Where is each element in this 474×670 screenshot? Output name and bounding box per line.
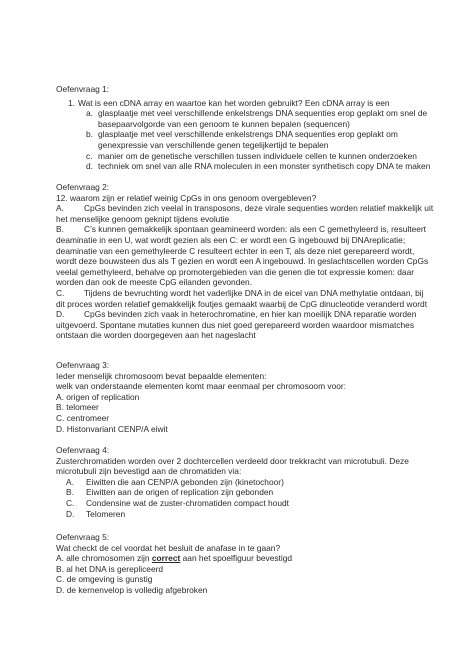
question-4-heading: Oefenvraag 4: [56, 445, 110, 455]
question-1-question: Wat is een cDNA array en waartoe kan het worden gebruikt? Een cDNA array is een [78, 97, 390, 108]
option-text: A. alle chromosomen zijn [56, 553, 152, 564]
option-letter: A. [66, 476, 74, 487]
option-text: manier om de genetische verschillen tussen individuele cellen te kunnen onderzoeken [98, 150, 417, 161]
question-4-option-a [56, 477, 426, 488]
question-4-option-b [56, 487, 426, 498]
option-text: het menselijke genoom geknipt tijdens evolutie [56, 213, 230, 224]
question-2-option-d [56, 309, 426, 341]
option-letter: a. [86, 108, 93, 119]
option-text: basepaarvolgorde van een genoom te kunnen bepalen (sequencen) [98, 118, 350, 129]
option-text: deaminatie in een U, wat wordt gezien als een C: er wordt een G ingebouwd bij DNAreplicatie; [56, 234, 406, 245]
option-text: C’s kunnen gemakkelijk spontaan geamineerd worden: als een C gemethyleerd is, resulteert [84, 224, 427, 235]
option-letter: C. [56, 287, 65, 298]
question-1-option-d [56, 161, 431, 172]
question-3 [56, 360, 426, 434]
option-letter: B. [56, 224, 64, 235]
question-5-heading: Oefenvraag 5: [56, 532, 110, 542]
question-3-heading: Oefenvraag 3: [56, 360, 110, 370]
option-text: ontstaan die worden doorgegeven aan het nageslacht [56, 330, 256, 341]
question-1-text [56, 98, 426, 109]
option-text: dit proces worden relatief gemakkelijk foutjes gemaakt waarbij de CpG dinucleotide veranderd wordt [56, 298, 428, 309]
question-3-option-c: C. centromeer [56, 412, 110, 423]
question-4 [56, 445, 426, 519]
option-letter: A. [56, 203, 64, 214]
question-2-heading: Oefenvraag 2: [56, 182, 110, 192]
emphasized-word: correct [151, 553, 181, 564]
option-letter: D. [66, 508, 75, 519]
question-5 [56, 532, 426, 596]
question-4-intro: Zusterchromatiden worden over 2 dochtercellen verdeeld door trekkracht van microtubuli. Deze [56, 455, 409, 466]
question-4-intro: microtubuli zijn bevestigd aan de chromatiden via: [56, 466, 242, 477]
option-text: Tijdens de bevruchting wordt het vaderlijke DNA in de eicel van DNA methylatie ontdaan, bij [84, 287, 424, 298]
option-text: techniek om snel van alle RNA moleculen in een monster synthetisch copy DNA te maken [98, 161, 431, 172]
option-letter: b. [86, 129, 93, 140]
question-3-intro: Ieder menselijk chromosoom bevat bepaalde elementen: [56, 370, 267, 381]
question-5-option-a [56, 553, 426, 564]
option-letter: B. [66, 487, 74, 498]
question-2-option-c [56, 288, 426, 309]
question-1-option-b [56, 129, 426, 150]
question-5-question: Wat checkt de cel voordat het besluit de anafase in te gaan? [56, 542, 281, 553]
question-5-option-c: C. de omgeving is gunstig [56, 574, 153, 585]
question-4-option-d [56, 509, 426, 520]
question-5-option-b: B. al het DNA is gerepliceerd [56, 563, 164, 574]
option-text: glasplaatje met veel verschillende enkelstrengs DNA sequenties erop geplakt om [98, 129, 398, 140]
option-text: Telomeren [86, 508, 126, 519]
question-1-heading: Oefenvraag 1: [56, 84, 110, 94]
question-2-question: 12. waarom zijn er relatief weinig CpGs in ons genoom overgebleven? [56, 192, 317, 203]
question-2 [56, 182, 434, 341]
option-text: CpGs bevinden zich veelal in transposons, deze virale sequenties worden relatief makkelijk uit [84, 203, 434, 214]
option-text: worden dan ook de meeste CpG eilanden gevonden. [56, 277, 253, 288]
option-text: glasplaatje met veel verschillende enkelstrengs DNA sequenties erop geplakt om snel de [98, 108, 428, 119]
question-3-intro: welk van onderstaande elementen komt maar eenmaal per chromosoom voor: [56, 381, 347, 392]
question-1-number: 1. [68, 97, 75, 108]
option-text: uitgevoerd. Spontane mutaties kunnen dus niet goed gerepareerd worden waardoor mismatches [56, 319, 415, 330]
option-text: Eiwitten aan de origen of replication zijn gebonden [86, 487, 274, 498]
question-2-option-a [56, 203, 434, 224]
option-text: Eiwitten die aan CENP/A gebonden zijn (kinetochoor) [86, 476, 284, 487]
question-3-option-b: B. telomeer [56, 402, 99, 413]
option-text: deaminatie van een gemethyleerde C resulteert echter in een T, als deze niet gerepareerd wordt, [56, 245, 415, 256]
option-text: wordt deze bouwsteen dus als T gezien en wordt een A ingebouwd. In geslachtscellen worden CpGs [56, 256, 429, 267]
option-text: veelal gemethyleerd, behalve op promotergebieden van die genen die tot expressie komen: daar [56, 266, 415, 277]
option-text: aan het spoelfiguur bevestigd [180, 553, 293, 564]
question-1-option-c [56, 151, 426, 162]
question-1 [56, 84, 431, 172]
question-2-option-b [56, 224, 429, 288]
question-4-option-c [56, 498, 426, 509]
question-3-option-a: A. origen of replication [56, 391, 140, 402]
question-5-option-d: D. de kernenvelop is volledig afgebroken [56, 584, 208, 595]
question-1-option-a [56, 108, 426, 129]
option-letter: c. [86, 150, 93, 161]
option-letter: D. [56, 309, 65, 320]
option-letter: d. [86, 161, 93, 172]
option-text: CpGs bevinden zich vaak in heterochromatine, en hier kan moeilijk DNA reparatie worden [84, 309, 417, 320]
option-letter: C. [66, 497, 75, 508]
option-text: genexpressie van verschillende genen tegelijkertijd te bepalen [98, 139, 329, 150]
question-3-option-d: D. Histonvariant CENP/A eiwit [56, 423, 168, 434]
option-text: Condensine wat de zuster-chromatiden compact houdt [86, 497, 289, 508]
